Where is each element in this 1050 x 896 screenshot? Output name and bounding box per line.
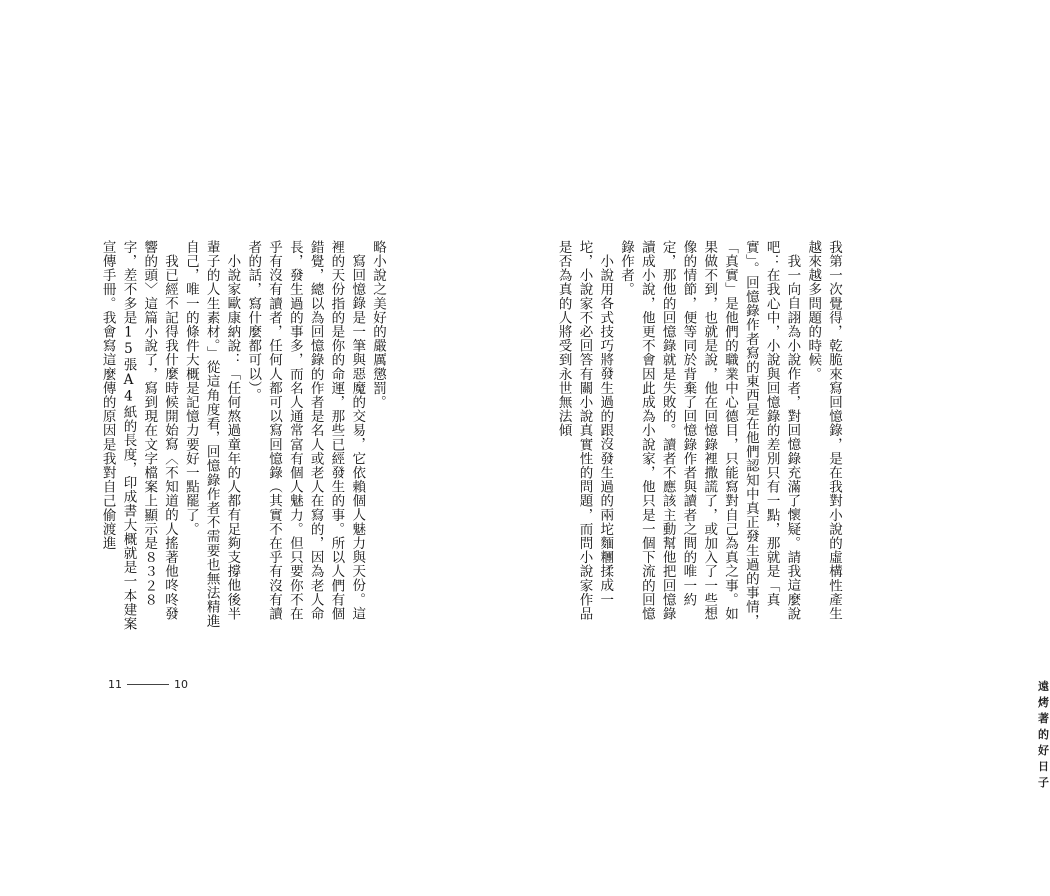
right-page xyxy=(448,0,1050,896)
left-page-text xyxy=(36,240,388,632)
paragraph: 我一向自詡為小說作者，對回憶錄充滿了懷疑。請我這麼說吧：在我心中，小說與回憶錄的差別只有一點，那就是「真實」。回憶錄作者寫的東西是在他們認知中真正發生過的事情，「真實」是他們的職業中心德目，只能寫對自己為真之事。如果做不到，也就是說，他在回憶錄裡撒謊了，或加入了一些想像的情節，便等同於背棄了回憶錄作者與讀者之間的唯一約定，那他的回憶錄就是失敗的。讀者不應該主動幫他把回憶錄讀成小說，他更不會因此成為小說家，他只是一個下流的回憶錄作者。 xyxy=(618,240,801,629)
folio-rule xyxy=(127,684,169,685)
page-number-right: 10 xyxy=(174,678,188,691)
left-page xyxy=(0,0,448,896)
paragraph: 小說家歐康納說：「任何熬過童年的人都有足夠支撐他後半輩子的人生素材。」從這角度看，回憶錄作者不需要也無法精進自己，唯一的條件大概是記憶力要好一點罷了。 xyxy=(182,240,241,629)
paragraph: 小說用各式技巧將發生過的跟沒發生過的兩坨麵糰揉成一坨，小說家不必回答有關小說真實性的問題，而問小說家作品是否為真的人將受到永世無法傾 xyxy=(555,240,614,621)
running-title: 遠烤著的好日子 xyxy=(1038,680,1050,789)
paragraph: 我第一次覺得，乾脆來寫回憶錄，是在我對小說的虛構性產生越來越多問題的時候。 xyxy=(805,240,842,621)
page-number-left: 11 xyxy=(108,678,122,691)
page-number-footer xyxy=(108,678,188,691)
right-page-text xyxy=(484,240,844,632)
paragraph: 我已經不記得我什麼時候開始寫〈不知道的人搖著他咚咚發響的頭〉這篇小說了，寫到現在文字檔案上顯示是８３２８字，差不多是15張A4紙的長度，印成書大概就是一本建案宣傳手冊。我會寫這麼傳的原因是我對自己偷渡進 xyxy=(99,240,179,631)
paragraph: 略小說之美好的嚴厲懲罰。 xyxy=(370,240,386,410)
paragraph: 寫回憶錄是一筆與惡魔的交易，它依賴個人魅力與天份。這裡的天份指的是你的命運，那些已經發生的事。所以人們有個錯覺，總以為回憶錄的作者是名人或老人在寫的，因為老人命長，發生過的事多，而名人通常富有個人魅力。但只要你不在乎有沒有讀者，任何人都可以寫回憶錄（其實不在乎有沒有讀者的話，寫什麼都可以）。 xyxy=(245,240,366,621)
